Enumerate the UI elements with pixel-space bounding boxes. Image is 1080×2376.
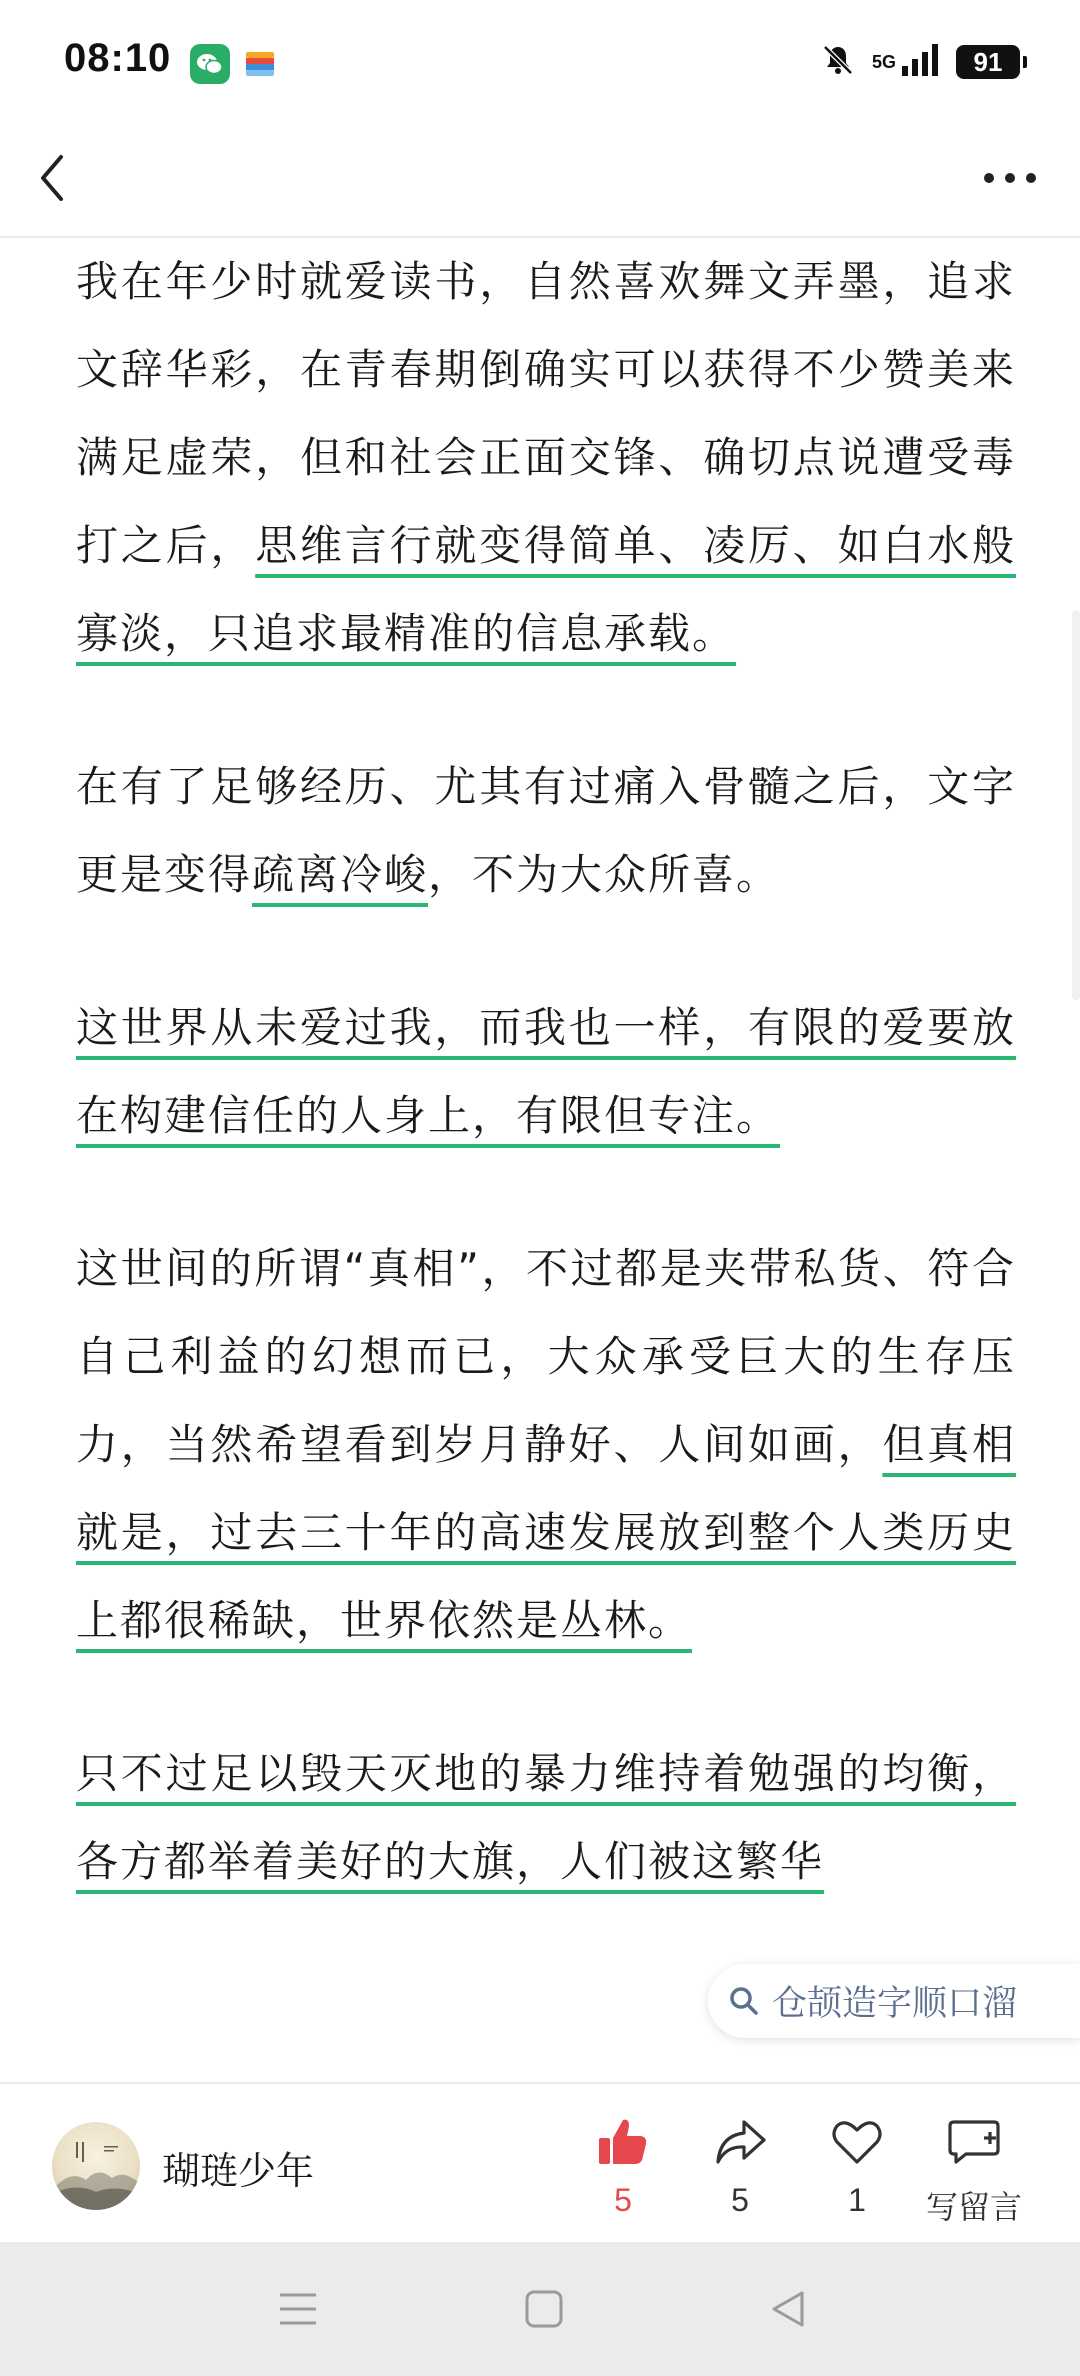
menu-lines-icon — [276, 2289, 320, 2329]
home-square-icon — [524, 2289, 564, 2329]
wechat-notification-icon — [190, 44, 230, 84]
system-home-button[interactable] — [514, 2284, 574, 2334]
like-button[interactable] — [568, 2112, 678, 2219]
favorite-button[interactable] — [802, 2112, 912, 2219]
comment-label: 写留言 — [925, 2188, 1022, 2226]
highlighted-underline-text[interactable]: 只不过足以毁天灭地的暴力维持着勉强的均衡，各方都举着美好的大旗，人们被这繁华 — [76, 1749, 1016, 1886]
share-count: 5 — [731, 2182, 749, 2218]
status-bar — [0, 0, 1080, 120]
highlighted-underline-text[interactable]: 疏离冷峻 — [252, 850, 429, 899]
bottom-action-bar — [0, 2082, 1080, 2244]
status-indicators — [820, 40, 1020, 84]
search-suggestion-chip[interactable] — [708, 1964, 1080, 2038]
scrollbar[interactable] — [1072, 610, 1080, 1000]
write-comment-button[interactable] — [919, 2112, 1029, 2228]
paragraph — [76, 984, 1016, 1160]
back-triangle-icon — [768, 2289, 808, 2329]
author-name[interactable]: 瑚琏少年 — [162, 2149, 315, 2193]
text-segment: ，不为大众所喜。 — [428, 850, 781, 899]
text-segment: 这世间的所谓“真相”，不过都是夹带私货、符合自己利益的幻想而已，大众承受巨大的生存压力，当然希望看到岁月静好、人间如画， — [76, 1244, 1016, 1469]
mute-bell-icon — [820, 42, 856, 82]
favorite-count: 1 — [848, 2182, 866, 2218]
thumbs-up-icon — [593, 2112, 653, 2172]
like-count: 5 — [614, 2182, 632, 2218]
top-nav-bar — [0, 120, 1080, 238]
search-suggestion-text: 仓颉造字顺口溜 — [772, 1984, 1018, 2024]
paragraph — [76, 238, 1016, 678]
article-body — [76, 236, 1016, 2082]
search-icon — [726, 1983, 762, 2019]
author-avatar[interactable] — [52, 2122, 140, 2210]
status-time: 08:10 — [64, 36, 172, 80]
chevron-left-icon — [37, 153, 67, 203]
system-menu-button[interactable] — [268, 2284, 328, 2334]
heart-icon — [827, 2112, 887, 2172]
text-segment: 我在年少时就爱读书，自然喜欢舞文弄墨，追求文辞华彩，在青春期倒确实可以获得不少赞美来满足虚荣，但和社会正面交锋、确切点说遭受毒打之后， — [76, 257, 1016, 570]
paragraph — [76, 1225, 1016, 1665]
highlighted-underline-text[interactable]: 思维言行就变得简单、凌厉、如白水般寡淡，只追求最精准的信息承载。 — [76, 521, 1016, 658]
comment-plus-icon — [944, 2112, 1004, 2172]
signal-icon — [900, 42, 940, 82]
battery-indicator — [956, 45, 1020, 79]
share-button[interactable] — [685, 2112, 795, 2219]
network-type: 5G — [871, 52, 896, 72]
more-options-button[interactable] — [980, 156, 1040, 200]
share-arrow-icon — [710, 2112, 770, 2172]
back-button[interactable] — [30, 156, 74, 200]
text-segment: 在有了足够经历、尤其有过痛入骨髓之后，文字更是变得 — [76, 762, 1016, 899]
paragraph — [76, 1730, 1016, 1906]
highlighted-underline-text[interactable]: 但真相就是，过去三十年的高速发展放到整个人类历史上都很稀缺，世界依然是丛林。 — [76, 1420, 1016, 1645]
battery-level: 91 — [973, 46, 1003, 77]
highlighted-underline-text[interactable]: 这世界从未爱过我，而我也一样，有限的爱要放在构建信任的人身上，有限但专注。 — [76, 1003, 1016, 1140]
system-back-button[interactable] — [758, 2284, 818, 2334]
system-navigation-bar — [0, 2242, 1080, 2376]
wallet-notification-icon — [240, 44, 280, 84]
paragraph — [76, 743, 1016, 919]
more-dots-icon — [982, 171, 1038, 185]
